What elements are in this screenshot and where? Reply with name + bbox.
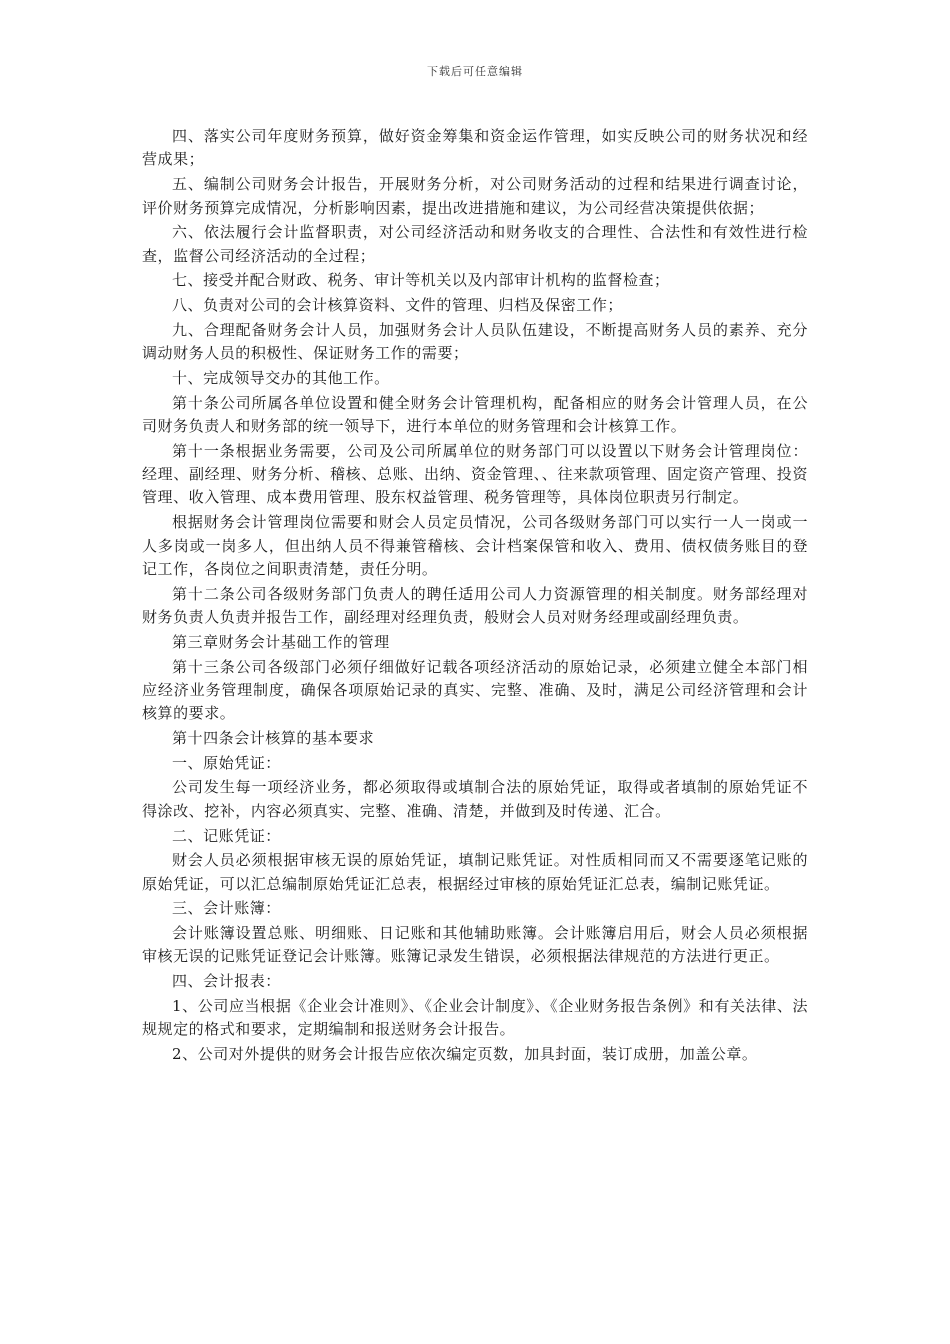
paragraph-article-10: 第十条公司所属各单位设置和健全财务会计管理机构，配备相应的财务会计管理人员，在公司财务负责人和财务部的统一领导下，进行本单位的财务管理和会计核算工作。	[142, 393, 808, 435]
paragraph-article-11-staffing: 根据财务会计管理岗位需要和财会人员定员情况，公司各级财务部门可以实行一人一岗或一人多岗或一岗多人，但出纳人员不得兼管稽核、会计档案保管和收入、费用、债权债务账目的登记工作，各岗位之间职责清楚，责任分明。	[142, 513, 808, 578]
paragraph-article-13: 第十三条公司各级部门必须仔细做好记载各项经济活动的原始记录，必须建立健全本部门相应经济业务管理制度，确保各项原始记录的真实、完整、准确、及时，满足公司经济管理和会计核算的要求。	[142, 657, 808, 723]
paragraph-statements-item-2: 2、公司对外提供的财务会计报告应依次编定页数，加具封面，装订成册，加盖公章。	[172, 1044, 758, 1063]
paragraph-account-books: 会计账簿设置总账、明细账、日记账和其他辅助账簿。会计账簿启用后，财会人员必须根据审核无误的记账凭证登记会计账簿。账簿记录发生错误，必须根据法律规范的方法进行更正。	[142, 924, 808, 966]
document-body	[142, 125, 808, 1068]
paragraph-duty-5: 五、编制公司财务会计报告，开展财务分析，对公司财务活动的过程和结果进行调查讨论，评价财务预算完成情况，分析影响因素，提出改进措施和建议，为公司经营决策提供依据；	[142, 175, 808, 217]
paragraph-duty-10: 十、完成领导交办的其他工作。	[172, 368, 390, 387]
paragraph-article-12: 第十二条公司各级财务部门负责人的聘任适用公司人力资源管理的相关制度。财务部经理对财务负责人负责并报告工作，副经理对经理负责，般财会人员对财务经理或副经理负责。	[142, 584, 808, 627]
chapter-3-heading: 第三章财务会计基础工作的管理	[172, 632, 390, 651]
subheading-account-books: 三、会计账簿：	[172, 899, 281, 918]
subheading-accounting-vouchers: 二、记账凭证：	[172, 826, 281, 845]
paragraph-article-14-heading: 第十四条会计核算的基本要求	[172, 729, 375, 748]
paragraph-statements-item-1: 1、公司应当根据《企业会计准则》、《企业会计制度》、《企业财务报告条例》和有关法律、法规规定的格式和要求，定期编制和报送财务会计报告。	[142, 996, 808, 1039]
header-note: 下载后可任意编辑	[427, 65, 523, 78]
paragraph-duty-8: 八、负责对公司的会计核算资料、文件的管理、归档及保密工作；	[172, 296, 623, 315]
paragraph-original-vouchers: 公司发生每一项经济业务，都必须取得或填制合法的原始凭证，取得或者填制的原始凭证不得涂改、挖补，内容必须真实、完整、准确、清楚，并做到及时传递、汇合。	[142, 778, 808, 820]
paragraph-accounting-vouchers: 财会人员必须根据审核无误的原始凭证，填制记账凭证。对性质相同而又不需要逐笔记账的原始凭证，可以汇总编制原始凭证汇总表，根据经过审核的原始凭证汇总表，编制记账凭证。	[142, 851, 808, 893]
subheading-financial-statements: 四、会计报表：	[172, 972, 281, 991]
paragraph-duty-9: 九、合理配备财务会计人员，加强财务会计人员队伍建设，不断提高财务人员的素养、充分调动财务人员的积极性、保证财务工作的需要；	[142, 320, 808, 363]
paragraph-duty-7: 七、接受并配合财政、税务、审计等机关以及内部审计机构的监督检查；	[172, 271, 670, 290]
subheading-original-vouchers: 一、原始凭证：	[172, 753, 281, 772]
paragraph-duty-4: 四、落实公司年度财务预算，做好资金筹集和资金运作管理，如实反映公司的财务状况和经营成果；	[142, 127, 808, 169]
paragraph-duty-6: 六、依法履行会计监督职责，对公司经济活动和财务收支的合理性、合法性和有效性进行检查，监督公司经济活动的全过程；	[142, 223, 808, 265]
paragraph-article-11: 第十一条根据业务需要，公司及公司所属单位的财务部门可以设置以下财务会计管理岗位：经理、副经理、财务分析、稽核、总账、出纳、资金管理、、往来款项管理、固定资产管理、投资管理、收入管理、成本费用管理、股东权益管理、税务管理等，具体岗位职责另行制定。	[142, 441, 808, 507]
